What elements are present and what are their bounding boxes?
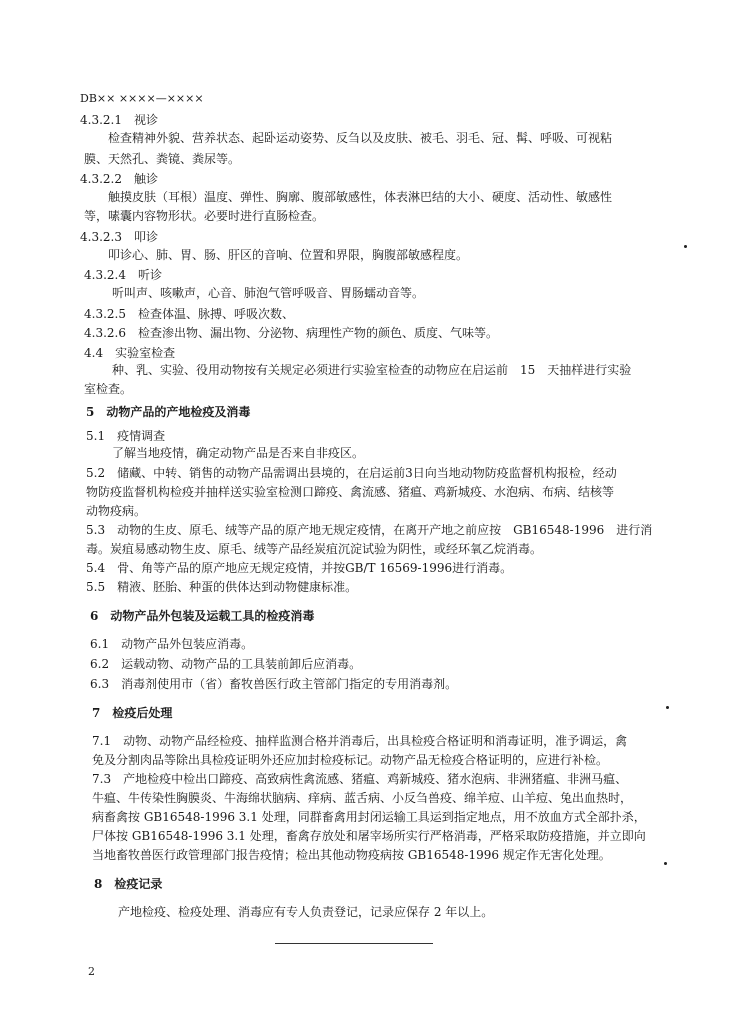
end-rule <box>275 943 433 944</box>
body-line: 触摸皮肤（耳根）温度、弹性、胸廓、腹部敏感性，体表淋巴结的大小、硬度、活动性、敏感性 <box>108 190 613 204</box>
body-line: 产地检疫、检疫处理、消毒应有专人负责登记，记录应保存 2 年以上。 <box>118 905 494 919</box>
clause-5-2: 5.2 储藏、中转、销售的动物产品需调出县境的，在启运前3日向当地动物防疫监督机构报检，经动 <box>86 466 617 480</box>
body-line: 检查精神外貌、营养状态、起卧运动姿势、反刍以及皮肤、被毛、羽毛、冠、髯、呼吸、可视粘 <box>108 131 613 145</box>
clause-5-1-heading: 5.1 疫情调查 <box>86 429 166 443</box>
scan-speck <box>684 245 687 248</box>
clause-7-3: 7.3 产地检疫中检出口蹄疫、高致病性禽流感、猪瘟、鸡新城疫、猪水泡病、非洲猪瘟、非洲马瘟、 <box>92 772 628 786</box>
clause-6-3: 6.3 消毒剂使用市（省）畜牧兽医行政主管部门指定的专用消毒剂。 <box>90 677 458 691</box>
body-line: 尸体按 GB16548-1996 3.1 处理，畜禽存放处和屠宰场所实行严格消毒，严格采取防疫措施，并立即向 <box>92 829 646 843</box>
clause-5-3: 5.3 动物的生皮、原毛、绒等产品的原产地无规定疫情，在离开产地之前应按 GB16548-1996 进行消 <box>86 523 653 537</box>
body-line: 叩诊心、肺、胃、肠、肝区的音响、位置和界限，胸腹部敏感程度。 <box>108 248 469 262</box>
clause-4-3-2-6: 4.3.2.6 检查渗出物、漏出物、分泌物、病理性产物的颜色、质度、气味等。 <box>84 326 498 340</box>
body-line: 膜、天然孔、粪镜、粪尿等。 <box>84 152 241 166</box>
body-line: 种、乳、实验、役用动物按有关规定必须进行实验室检查的动物应在启运前 15 天抽样进行实验 <box>112 363 632 377</box>
clause-5-5: 5.5 精液、胚胎、种蛋的供体达到动物健康标准。 <box>86 580 358 594</box>
body-line: 物防疫监督机构检疫并抽样送实验室检测口蹄疫、禽流感、猪瘟、鸡新城疫、水泡病、布病、结核等 <box>86 485 615 499</box>
body-line: 室检查。 <box>84 382 133 396</box>
clause-4-3-2-1-heading: 4.3.2.1 视诊 <box>80 113 158 127</box>
body-line: 听叫声、咳嗽声，心音、肺泡气管呼吸音、胃肠蠕动音等。 <box>112 286 425 300</box>
body-line: 当地畜牧兽医行政管理部门报告疫情；检出其他动物疫病按 GB16548-1996 规定作无害化处理。 <box>92 848 611 862</box>
standard-code: DB×× ××××—×××× <box>80 92 204 105</box>
scan-speck <box>666 706 669 709</box>
body-line: 动物疫病。 <box>86 504 147 518</box>
scan-speck <box>664 862 667 865</box>
section-8-heading: 8 检疫记录 <box>94 877 163 891</box>
clause-4-3-2-2-heading: 4.3.2.2 触诊 <box>80 172 158 186</box>
clause-4-3-2-4-heading: 4.3.2.4 听诊 <box>84 268 162 282</box>
clause-5-4: 5.4 骨、角等产品的原产地应无规定疫情，并按GB/T 16569-1996进行消毒。 <box>86 561 513 575</box>
section-7-heading: 7 检疫后处理 <box>92 706 173 720</box>
body-line: 毒。炭疽易感动物生皮、原毛、绒等产品经炭疽沉淀试验为阴性，或经环氧乙烷消毒。 <box>86 542 543 556</box>
clause-4-3-2-5: 4.3.2.5 检查体温、脉搏、呼吸次数、 <box>84 307 294 321</box>
body-line: 了解当地疫情，确定动物产品是否来自非疫区。 <box>112 446 365 460</box>
clause-4-4-heading: 4.4 实验室检查 <box>84 346 176 360</box>
body-line: 免及分割肉品等除出具检疫证明外还应加封检疫标记。动物产品无检疫合格证明的，应进行补检。 <box>92 753 609 767</box>
body-line: 等，嗉囊内容物形状。必要时进行直肠检查。 <box>84 209 325 223</box>
section-5-heading: 5 动物产品的产地检疫及消毒 <box>86 405 251 419</box>
clause-6-1: 6.1 动物产品外包装应消毒。 <box>90 637 254 651</box>
clause-6-2: 6.2 运载动物、动物产品的工具装前卸后应消毒。 <box>90 657 362 671</box>
body-line: 牛瘟、牛传染性胸膜炎、牛海绵状脑病、痒病、蓝舌病、小反刍兽疫、绵羊痘、山羊痘、兔出血热时， <box>92 791 633 805</box>
clause-7-1: 7.1 动物、动物产品经检疫、抽样监测合格并消毒后，出具检疫合格证明和消毒证明，准予调运，禽 <box>92 734 628 748</box>
clause-4-3-2-3-heading: 4.3.2.3 叩诊 <box>80 230 158 244</box>
section-6-heading: 6 动物产品外包装及运载工具的检疫消毒 <box>90 609 315 623</box>
body-line: 病畜禽按 GB16548-1996 3.1 处理，同群畜禽用封闭运输工具运到指定地点，用不放血方式全部扑杀， <box>92 810 646 824</box>
page-number: 2 <box>88 965 95 978</box>
